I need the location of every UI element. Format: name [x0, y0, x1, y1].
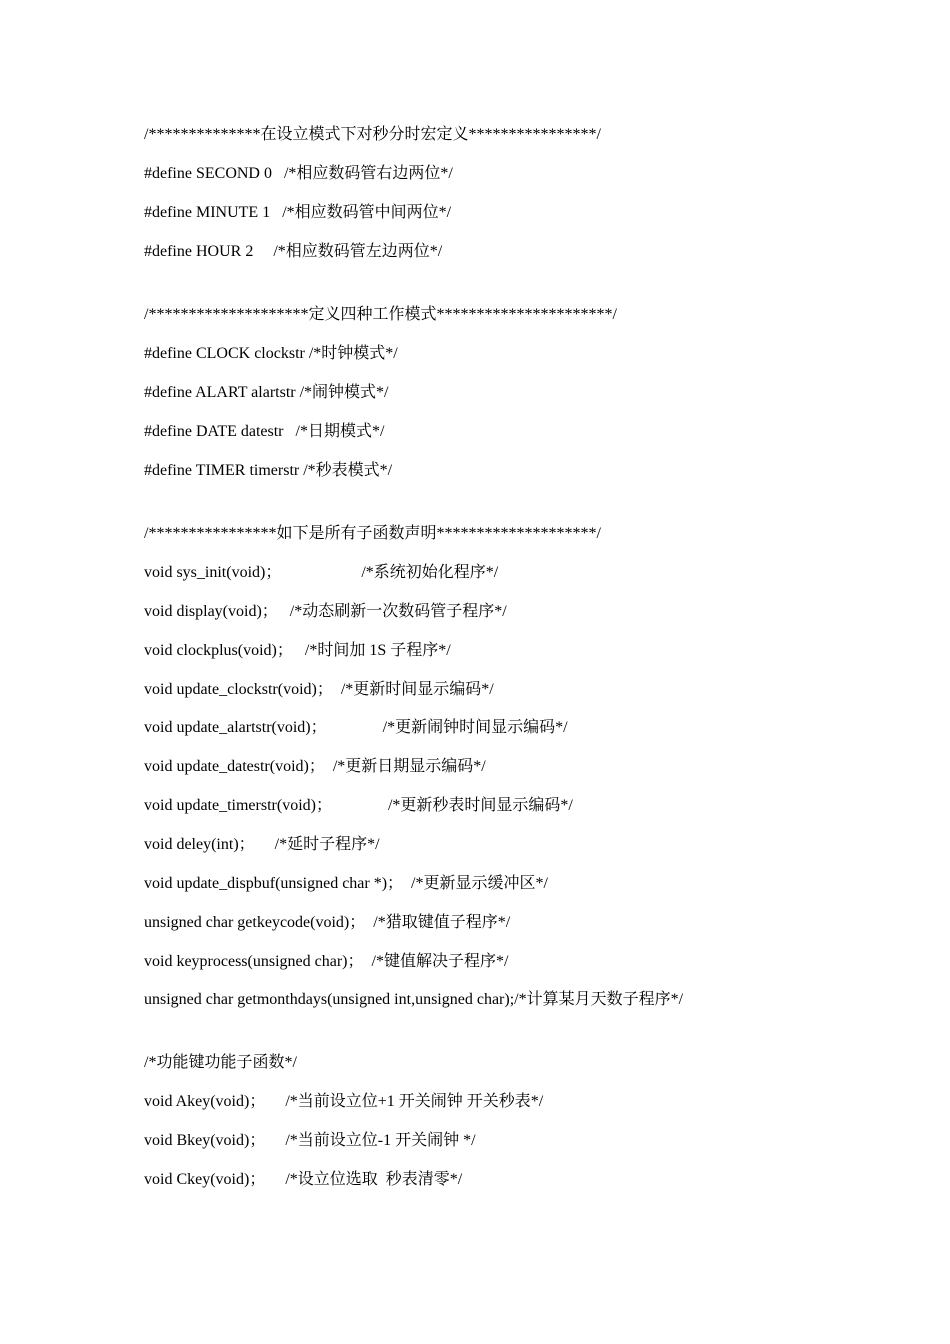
- comment-line-four-modes: /********************定义四种工作模式**********************/: [144, 306, 617, 323]
- define-clock-line: #define CLOCK clockstr /*时钟模式*/: [144, 345, 398, 362]
- comment-line-function-declarations: /****************如下是所有子函数声明********************/: [144, 525, 601, 542]
- decl-getkeycode-line: unsigned char getkeycode(void)； /*猎取键值子程序*/: [144, 914, 511, 931]
- decl-update-dispbuf-line: void update_dispbuf(unsigned char *)； /*更新显示缓冲区*/: [144, 875, 548, 892]
- define-alart-line: #define ALART alartstr /*闹钟模式*/: [144, 384, 389, 401]
- define-timer-line: #define TIMER timerstr /*秒表模式*/: [144, 462, 393, 479]
- decl-bkey-line: void Bkey(void)； /*当前设立位-1 开关闹钟 */: [144, 1132, 476, 1149]
- decl-keyprocess-line: void keyprocess(unsigned char)； /*键值解决子程序*/: [144, 953, 509, 970]
- define-hour-line: #define HOUR 2 /*相应数码管左边两位*/: [144, 243, 443, 260]
- decl-update-datestr-line: void update_datestr(void)； /*更新日期显示编码*/: [144, 758, 486, 775]
- define-second-line: #define SECOND 0 /*相应数码管右边两位*/: [144, 165, 453, 182]
- decl-akey-line: void Akey(void)； /*当前设立位+1 开关闹钟 开关秒表*/: [144, 1093, 544, 1110]
- comment-line-function-keys: /*功能键功能子函数*/: [144, 1054, 297, 1071]
- decl-ckey-line: void Ckey(void)； /*设立位选取 秒表清零*/: [144, 1171, 463, 1188]
- decl-clockplus-line: void clockplus(void)； /*时间加 1S 子程序*/: [144, 642, 451, 659]
- define-minute-line: #define MINUTE 1 /*相应数码管中间两位*/: [144, 204, 452, 221]
- decl-sys-init-line: void sys_init(void)； /*系统初始化程序*/: [144, 564, 499, 581]
- decl-deley-line: void deley(int)； /*延时子程序*/: [144, 836, 380, 853]
- decl-update-clockstr-line: void update_clockstr(void)； /*更新时间显示编码*/: [144, 681, 494, 698]
- decl-getmonthdays-line: unsigned char getmonthdays(unsigned int,unsigned char);/*计算某月天数子程序*/: [144, 991, 684, 1008]
- comment-line-second-minute-hour-macros: /**************在设立模式下对秒分时宏定义****************/: [144, 126, 601, 143]
- decl-update-alartstr-line: void update_alartstr(void)； /*更新闹钟时间显示编码*/: [144, 719, 568, 736]
- decl-update-timerstr-line: void update_timerstr(void)； /*更新秒表时间显示编码*/: [144, 797, 573, 814]
- define-date-line: #define DATE datestr /*日期模式*/: [144, 423, 385, 440]
- decl-display-line: void display(void)； /*动态刷新一次数码管子程序*/: [144, 603, 507, 620]
